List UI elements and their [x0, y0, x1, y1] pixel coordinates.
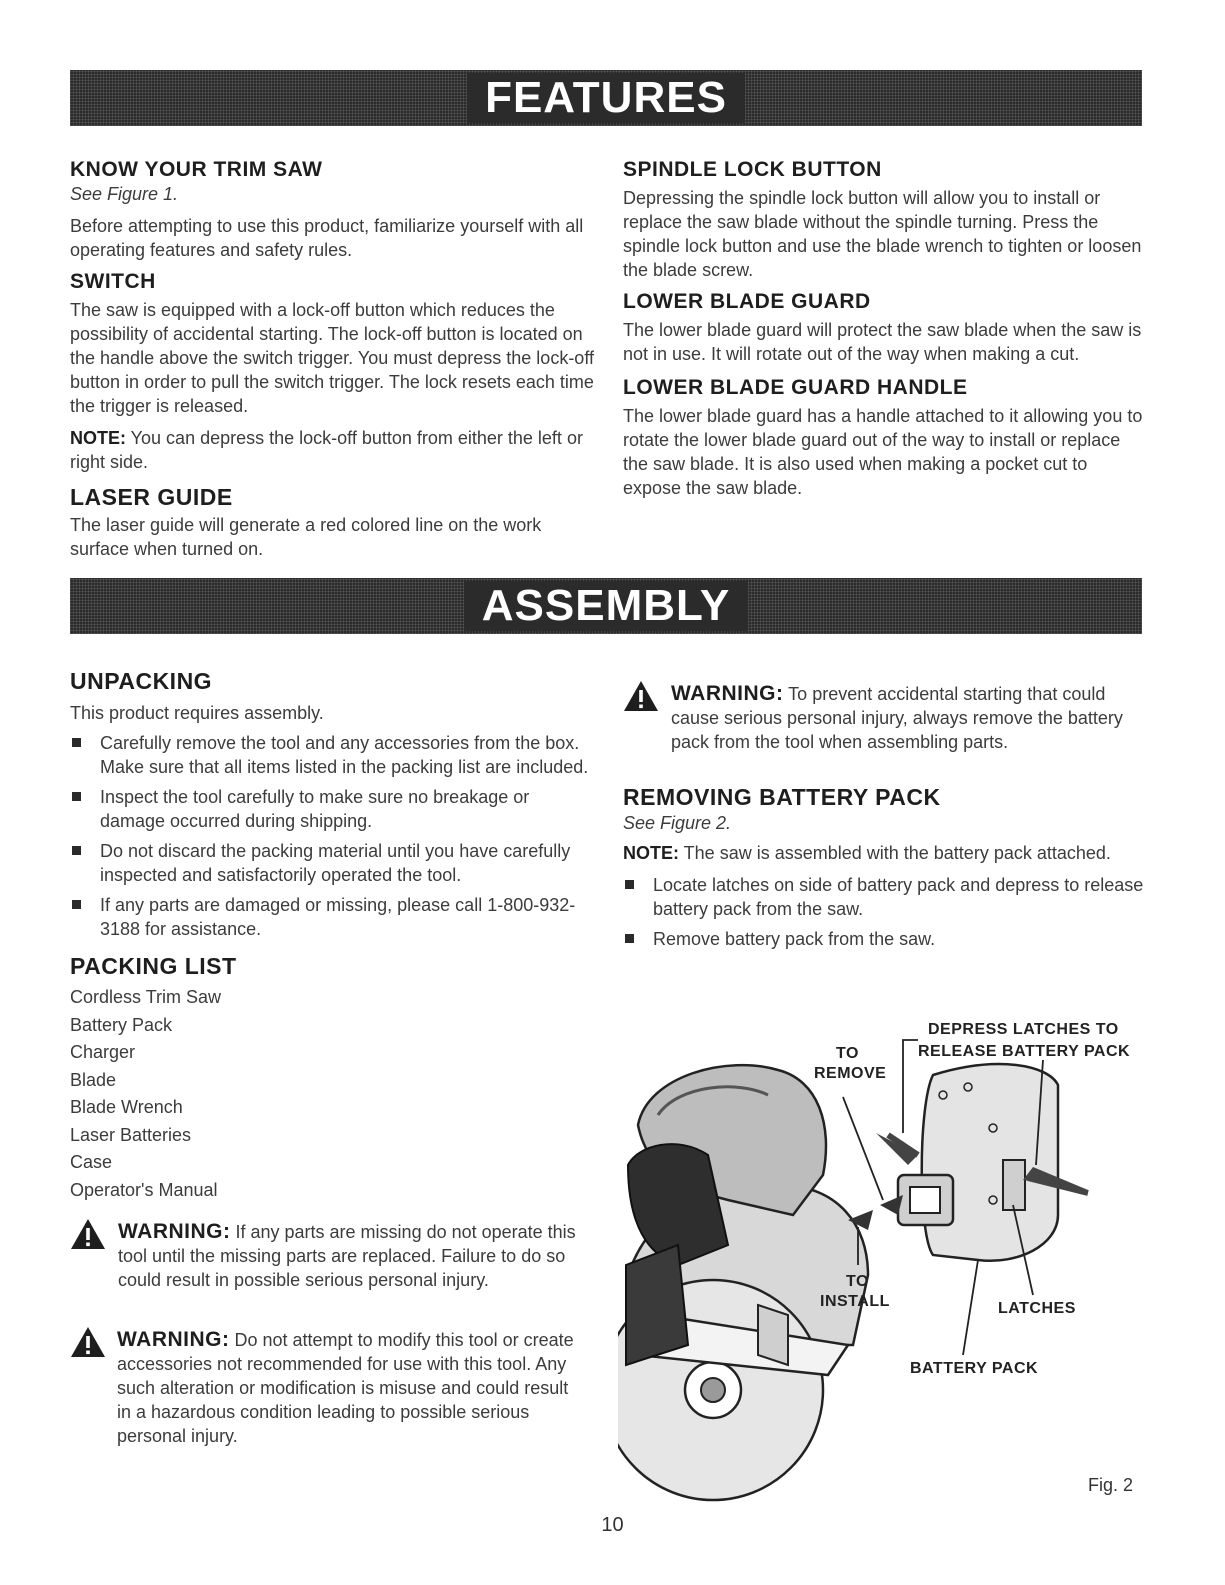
battery-pack-label: BATTERY PACK [910, 1360, 1039, 1377]
know-heading: KNOW YOUR TRIM SAW [70, 158, 323, 181]
assembly-title: ASSEMBLY [464, 581, 748, 631]
figure-2 [618, 1015, 1148, 1505]
unpacking-heading: UNPACKING [70, 668, 213, 694]
packing-item: Blade [70, 1069, 117, 1090]
list-item [623, 873, 1148, 921]
switch-text: The saw is equipped with a lock-off button which reduces the possibility of accidental starting. The lock-off button is located on the handle above the switch trigger. You must depress the lock-off button in order to pull the switch trigger. The lock resets each time the trigger is released. [70, 300, 594, 416]
assembly-left-column [70, 668, 595, 1448]
list-item-text: Remove battery pack from the saw. [653, 929, 936, 949]
list-item-text: Carefully remove the tool and any accessories from the box. Make sure that all items listed in the packing list are included. [100, 733, 589, 777]
packing-list-heading: PACKING LIST [70, 953, 237, 979]
packing-item: Case [70, 1152, 113, 1172]
latches-label: LATCHES [998, 1300, 1076, 1317]
packing-item: Laser Batteries [70, 1124, 192, 1145]
switch-heading: SWITCH [70, 270, 156, 293]
saw-illustration [618, 1015, 1148, 1505]
bullet-icon [72, 846, 81, 855]
spindle-text: Depressing the spindle lock button will allow you to install or replace the saw blade without the spindle turning. Press the spindle lock button and use the blade wrench to tighten or loosen the blade screw. [623, 188, 1142, 280]
list-item-text: Inspect the tool carefully to make sure no breakage or damage occurred during shipping. [100, 787, 530, 831]
packing-item: Cordless Trim Saw [70, 987, 222, 1007]
warning-label: WARNING: [671, 682, 784, 705]
to-install-label-1: TO [846, 1273, 869, 1290]
warning-text: To prevent accidental starting that could cause serious personal injury, always remove the battery pack from the tool when assembling parts. [671, 684, 1123, 752]
spindle-heading: SPINDLE LOCK BUTTON [623, 158, 882, 181]
warning-label: WARNING: [117, 1328, 230, 1351]
note-label: NOTE: [623, 843, 679, 863]
bullet-icon [72, 900, 81, 909]
release-battery-label: RELEASE BATTERY PACK [918, 1043, 1131, 1060]
removing-list [623, 873, 1148, 951]
warning-triangle-icon [70, 1326, 106, 1358]
warning-modify-tool [70, 1328, 587, 1448]
lower-guard-heading: LOWER BLADE GUARD [623, 290, 871, 313]
list-item [70, 731, 595, 779]
lower-guard-handle-heading: LOWER BLADE GUARD HANDLE [623, 376, 968, 399]
to-install-label-2: INSTALL [820, 1293, 890, 1310]
depress-latches-label: DEPRESS LATCHES TO [928, 1021, 1119, 1038]
packing-item: Blade Wrench [70, 1097, 183, 1117]
packing-item: Charger [70, 1042, 136, 1062]
figure-caption: Fig. 2 [1088, 1475, 1134, 1495]
page-number: 10 [601, 1514, 624, 1536]
list-item [70, 839, 595, 887]
removing-note [623, 841, 1148, 865]
assembly-right-column [623, 682, 1148, 957]
switch-note [70, 426, 595, 474]
know-text: Before attempting to use this product, familiarize yourself with all operating features and safety rules. [70, 216, 584, 260]
laser-text: The laser guide will generate a red colored line on the work surface when turned on. [70, 515, 542, 559]
warning-triangle-icon [70, 1218, 106, 1250]
warning-missing-parts [70, 1220, 588, 1292]
features-title: FEATURES [467, 73, 745, 123]
list-item [70, 785, 595, 833]
removing-see-figure: See Figure 2. [623, 813, 732, 833]
unpacking-intro: This product requires assembly. [70, 703, 324, 723]
lower-guard-handle-text: The lower blade guard has a handle attached to it allowing you to rotate the lower blade guard out of the way to install or replace the saw blade. It is also used when making a pocket cut to expose the saw blade. [623, 406, 1143, 498]
packing-list [70, 984, 595, 1204]
list-item [623, 927, 1148, 951]
warning-text: Do not attempt to modify this tool or create accessories not recommended for use with this tool. Any such alteration or modification is misuse and could result in a hazardous condition leading to possible serious personal injury. [117, 1330, 574, 1446]
lower-guard-text: The lower blade guard will protect the saw blade when the saw is not in use. It will rotate out of the way when making a cut. [623, 320, 1142, 364]
warning-label: WARNING: [118, 1220, 231, 1243]
bullet-icon [625, 880, 634, 889]
assembly-banner [70, 578, 1142, 634]
note-text: You can depress the lock-off button from either the left or right side. [70, 428, 583, 472]
to-remove-label-2: REMOVE [814, 1065, 887, 1082]
list-item-text: Do not discard the packing material until you have carefully inspected and satisfactorily operated the tool. [100, 841, 571, 885]
features-left-column [70, 158, 595, 561]
list-item [70, 893, 595, 941]
removing-heading: REMOVING BATTERY PACK [623, 784, 941, 810]
bullet-icon [72, 738, 81, 747]
packing-item: Operator's Manual [70, 1179, 218, 1200]
know-see-figure: See Figure 1. [70, 184, 179, 204]
list-item-text: If any parts are damaged or missing, please call 1-800-932-3188 for assistance. [100, 895, 576, 939]
unpacking-list [70, 731, 595, 941]
warning-text: If any parts are missing do not operate this tool until the missing parts are replaced. Failure to do so could result in possible serious personal injury. [118, 1222, 576, 1290]
packing-item: Battery Pack [70, 1014, 173, 1035]
note-label: NOTE: [70, 428, 126, 448]
warning-accidental-start [623, 682, 1141, 754]
warning-triangle-icon [623, 680, 659, 712]
note-text: The saw is assembled with the battery pack attached. [679, 843, 1111, 863]
to-remove-label-1: TO [836, 1045, 859, 1062]
laser-heading: LASER GUIDE [70, 484, 233, 510]
features-banner [70, 70, 1142, 126]
features-right-column [623, 158, 1148, 500]
bullet-icon [625, 934, 634, 943]
bullet-icon [72, 792, 81, 801]
list-item-text: Locate latches on side of battery pack and depress to release battery pack from the saw. [653, 875, 1144, 919]
